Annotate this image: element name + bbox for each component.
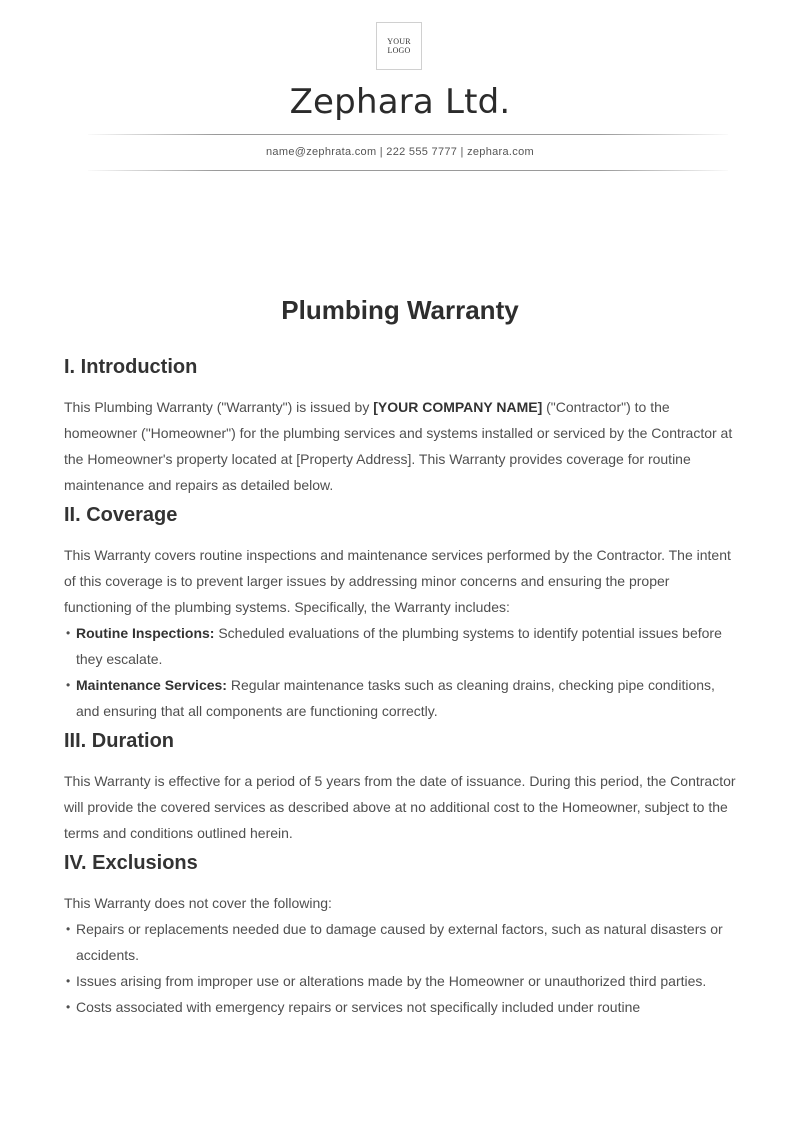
logo-text-line2: LOGO bbox=[387, 46, 411, 55]
section-heading-coverage: II. Coverage bbox=[64, 504, 178, 526]
coverage-item bbox=[64, 620, 736, 672]
document-title: Plumbing Warranty bbox=[281, 295, 519, 325]
company-name-placeholder: [YOUR COMPANY NAME] bbox=[373, 399, 543, 415]
header-divider-top bbox=[88, 134, 728, 135]
introduction-text-b: ("Contractor") to the homeowner ("Homeowner") for the plumbing services and systems installed or serviced by the Contractor at the Homeowner's property located at [Property Address]. This Warranty provides coverage for routine maintenance and repairs as detailed below. bbox=[64, 399, 733, 493]
exclusion-item: • Issues arising from improper use or alterations made by the Homeowner or unauthorized third parties. bbox=[64, 968, 736, 994]
coverage-item-text: Scheduled evaluations of the plumbing systems to identify potential issues before they escalate. bbox=[76, 625, 722, 667]
company-contact: name@zephrata.com | 222 555 7777 | zephara.com bbox=[266, 146, 534, 158]
section-heading-duration: III. Duration bbox=[64, 730, 174, 752]
header-divider-bottom bbox=[88, 170, 728, 171]
duration-paragraph: This Warranty is effective for a period of 5 years from the date of issuance. During this period, the Contractor will provide the covered services as described above at no additional cost to the Homeowner, subject to the terms and conditions outlined herein. bbox=[64, 773, 736, 841]
logo-text-line1: YOUR bbox=[387, 37, 411, 46]
exclusions-intro: This Warranty does not cover the following: bbox=[64, 895, 332, 911]
coverage-item-text: Regular maintenance tasks such as cleaning drains, checking pipe conditions, and ensuring that all components are functioning correctly. bbox=[76, 677, 715, 719]
coverage-list bbox=[64, 620, 736, 724]
company-name: Zephara Ltd. bbox=[289, 82, 511, 122]
coverage-intro: This Warranty covers routine inspections and maintenance services performed by the Contractor. The intent of this coverage is to prevent larger issues by addressing minor concerns and ensuring the proper functioning of the plumbing systems. Specifically, the Warranty includes: bbox=[64, 547, 731, 615]
exclusion-item: • Costs associated with emergency repairs or services not specifically included under routine bbox=[64, 994, 736, 1020]
coverage-item-term: Routine Inspections: bbox=[76, 625, 215, 641]
coverage-item bbox=[64, 672, 736, 724]
introduction-paragraph bbox=[64, 394, 736, 498]
coverage-item-term: Maintenance Services: bbox=[76, 677, 227, 693]
document-body bbox=[64, 350, 736, 1020]
exclusions-list bbox=[64, 916, 736, 1020]
company-logo bbox=[376, 22, 422, 70]
section-heading-introduction: I. Introduction bbox=[64, 356, 198, 378]
introduction-text-a: This Plumbing Warranty ("Warranty") is issued by bbox=[64, 399, 374, 415]
exclusion-item: • Repairs or replacements needed due to damage caused by external factors, such as natural disasters or accidents. bbox=[64, 916, 736, 968]
section-heading-exclusions: IV. Exclusions bbox=[64, 852, 198, 874]
